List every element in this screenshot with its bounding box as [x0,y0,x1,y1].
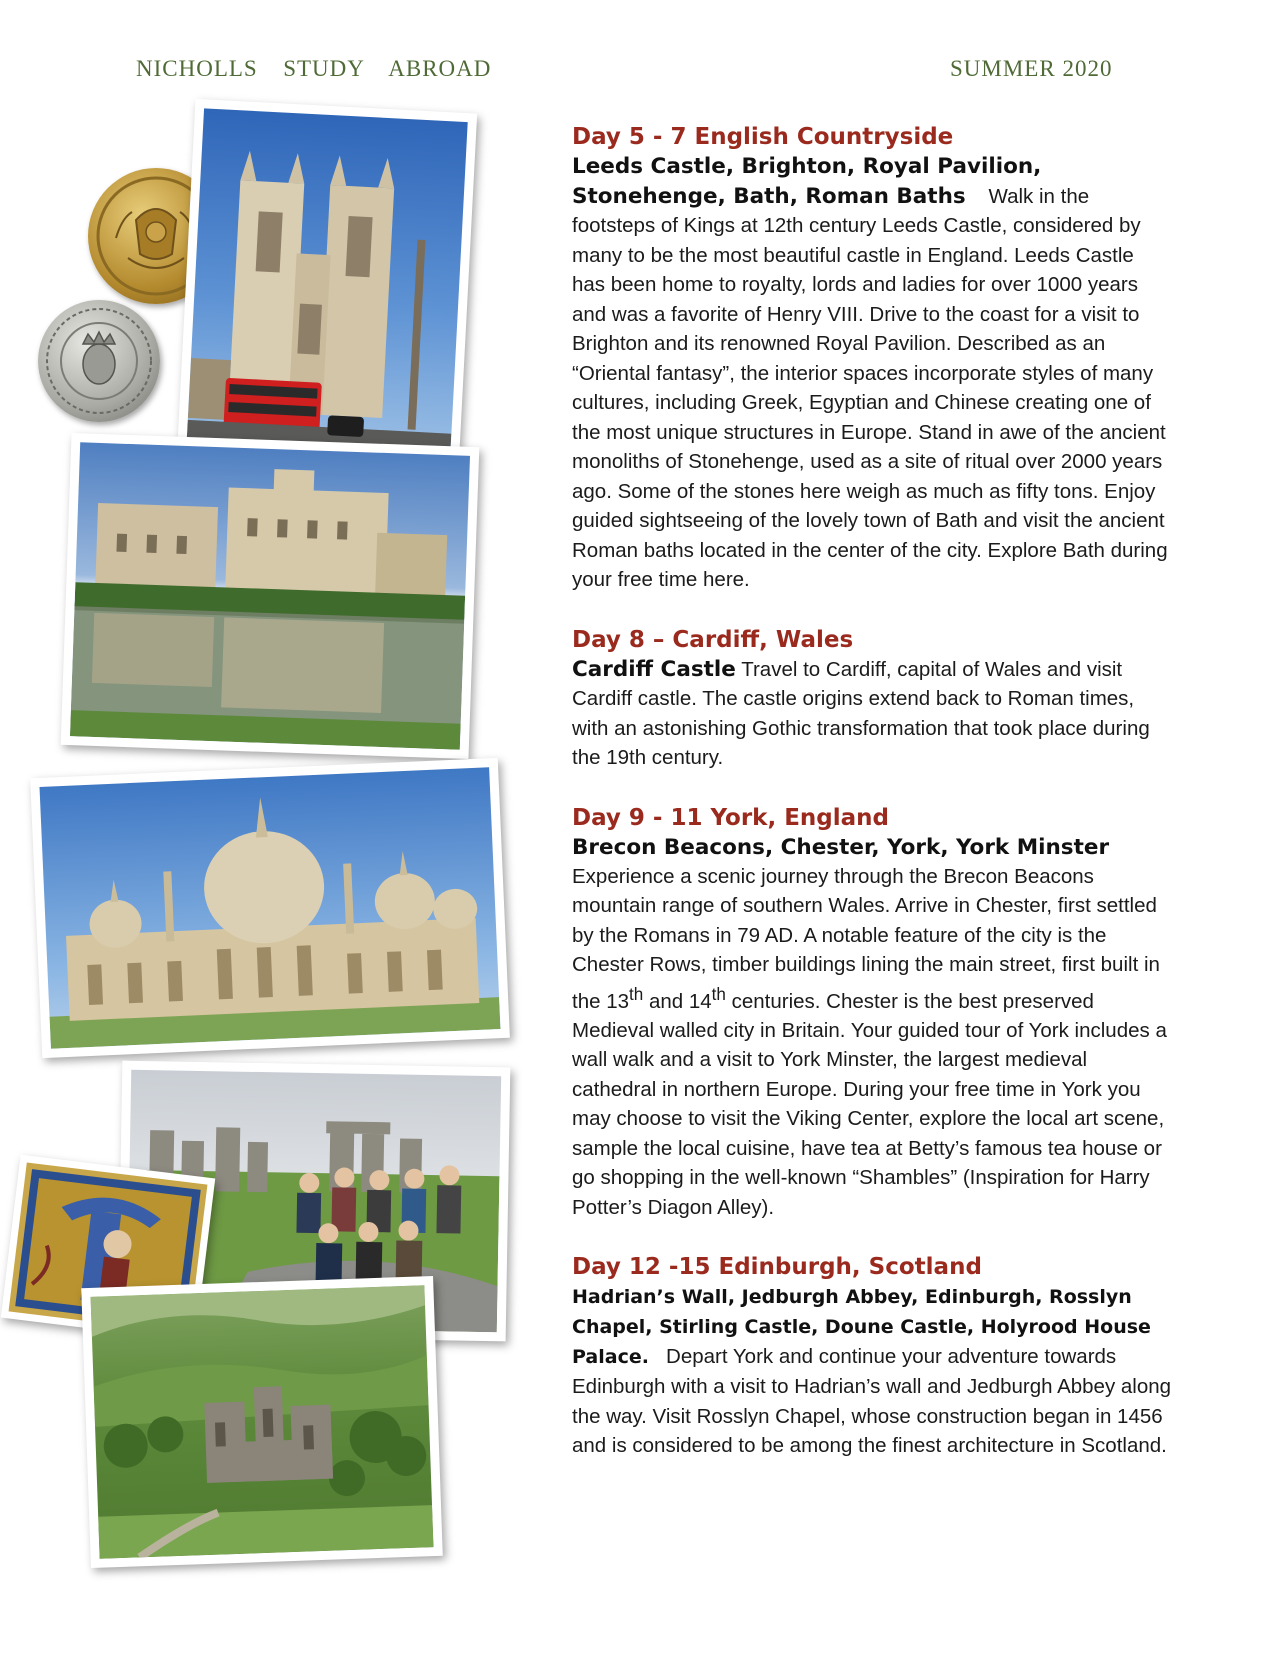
day-section-5-7 [572,122,1172,595]
day-section-8 [572,625,1172,773]
day-title: Day 12 -15 Edinburgh, Scotland [572,1254,982,1281]
westminster-abbey-photo [177,99,477,471]
leeds-castle-photo [61,433,480,759]
ordinal-suffix: th [711,984,726,1004]
ordinal-suffix: th [629,984,644,1004]
day-description-part: and 14 [643,989,712,1013]
day-text [572,862,1172,1223]
day-subtitle: Cardiff Castle [572,656,736,682]
day-description-part: centuries. Chester is the best preserved Medieval walled city in Britain. Your guided tour of York includes a wall walk and a visit to York Minster, the largest medieval cathedral in northern Europe. During your free time in York you may choose to visit the Viking Center, explore the local art scene, sample the local cuisine, have tea at Betty’s famous tea house or go shopping in the well-known “Shambles” (Inspiration for Harry Potter’s Diagon Alley). [572,989,1167,1219]
day-section-9-11 [572,803,1172,1223]
day-text [572,655,1172,773]
header-left-title: NICHOLLS STUDY ABROAD [136,56,492,81]
day-description-part: Experience a scenic journey through the Brecon Beacons mountain range of southern Wales. Arrive in Chester, first settled by the Romans in 79 AD. A notable feature of the city is the Chester Rows, timber buildings lining the main street, first built in the 13 [572,864,1160,1013]
day-title: Day 5 - 7 English Countryside [572,124,954,150]
day-subtitle: Leeds Castle, Brighton, Royal Pavilion, Stonehenge, Bath, Roman Baths [572,154,1042,209]
silver-coin-image [38,300,160,422]
day-subtitle: Hadrian’s Wall, Jedburgh Abbey, Edinburgh, Rosslyn Chapel, Stirling Castle, Doune Castle, Holyrood House Palace. [572,1286,1151,1369]
day-description: Depart York and continue your adventure towards Edinburgh with a visit to Hadrian’s wall and Jedburgh Abbey along the way. Visit Rosslyn Chapel, whose construction began in 1456 and is considered to be among the finest architecture in Scotland. [572,1345,1172,1458]
day-section-12-15 [572,1252,1172,1461]
welsh-abbey-countryside-photo [81,1276,443,1568]
day-title: Day 8 – Cardiff, Wales [572,626,854,653]
day-text [572,1282,1172,1461]
day-subtitle: Brecon Beacons, Chester, York, York Minster [572,834,1110,860]
royal-pavilion-photo [30,758,510,1058]
day-description: Travel to Cardiff, capital of Wales and visit Cardiff castle. The castle origins extend back to Roman times, with an astonishing Gothic transformation that took place during the 19th century. [572,657,1150,769]
day-text [572,152,1172,595]
itinerary-column [572,122,1172,1491]
day-title: Day 9 - 11 York, England [572,804,890,831]
day-description: Walk in the footsteps of Kings at 12th century Leeds Castle, considered by many to be the most beautiful castle in England. Leeds Castle has been home to royalty, lords and ladies for over 1000 years and was a favorite of Henry VIII. Drive to the coast for a visit to Brighton and its renowned Royal Pavilion. Described as an “Oriental fantasy”, the interior spaces incorporate styles of many cultures, including Greek, Egyptian and Chinese creating one of the most unique structures in Europe. Stand in awe of the ancient monoliths of Stonehenge, used as a site of ritual over 2000 years ago. Some of the stones here weigh as much as fifty tons. Enjoy guided sightseeing of the lovely town of Bath and visit the ancient Roman baths located in the center of the city. Explore Bath during your free time here. [572,184,1168,591]
header-right-date: SUMMER 2020 [950,56,1113,81]
